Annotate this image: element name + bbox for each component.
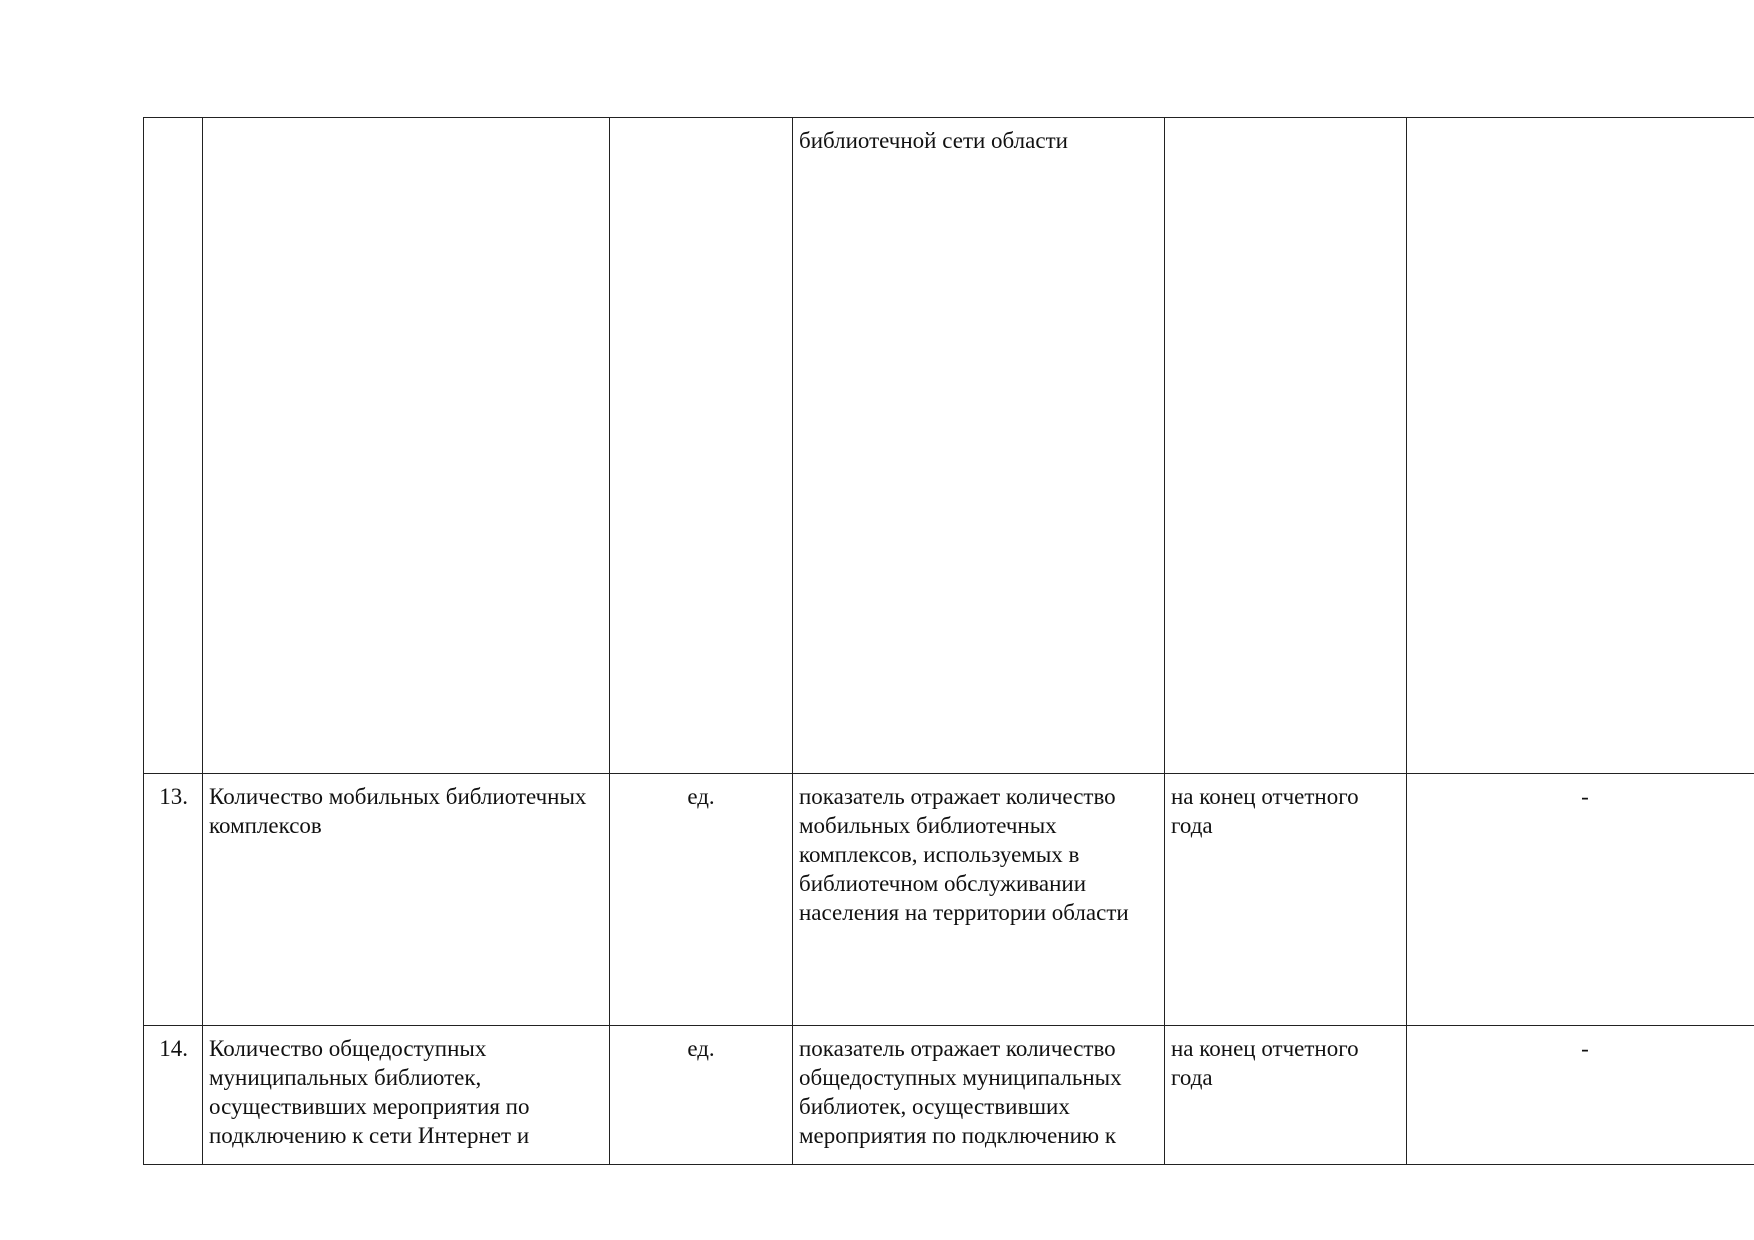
- description-cell: библиотечной сети области: [793, 118, 1165, 774]
- table-row: [144, 1026, 1754, 1165]
- description-cell: показатель отражает количество общедоступных муниципальных библиотек, осуществивших мероприятия по подключению к: [793, 1026, 1165, 1165]
- unit-cell: [610, 118, 793, 774]
- unit-cell: ед.: [610, 774, 793, 1026]
- table-row: [144, 774, 1754, 1026]
- value-cell: -: [1407, 774, 1754, 1026]
- indicator-name-cell: Количество общедоступных муниципальных библиотек, осуществивших мероприятия по подключению к сети Интернет и: [203, 1026, 610, 1165]
- row-number-cell: 13.: [144, 774, 203, 1026]
- indicators-table: [143, 117, 1754, 1165]
- unit-cell: ед.: [610, 1026, 793, 1165]
- row-number-cell: 14.: [144, 1026, 203, 1165]
- value-cell: -: [1407, 1026, 1754, 1165]
- indicator-name-cell: [203, 118, 610, 774]
- indicator-name-cell: Количество мобильных библиотечных комплексов: [203, 774, 610, 1026]
- description-cell: показатель отражает количество мобильных библиотечных комплексов, используемых в библиотечном обслуживании населения на территории области: [793, 774, 1165, 1026]
- table-row: [144, 118, 1754, 774]
- period-cell: на конец отчетного года: [1165, 1026, 1407, 1165]
- row-number-cell: [144, 118, 203, 774]
- period-cell: на конец отчетного года: [1165, 774, 1407, 1026]
- period-cell: [1165, 118, 1407, 774]
- value-cell: [1407, 118, 1754, 774]
